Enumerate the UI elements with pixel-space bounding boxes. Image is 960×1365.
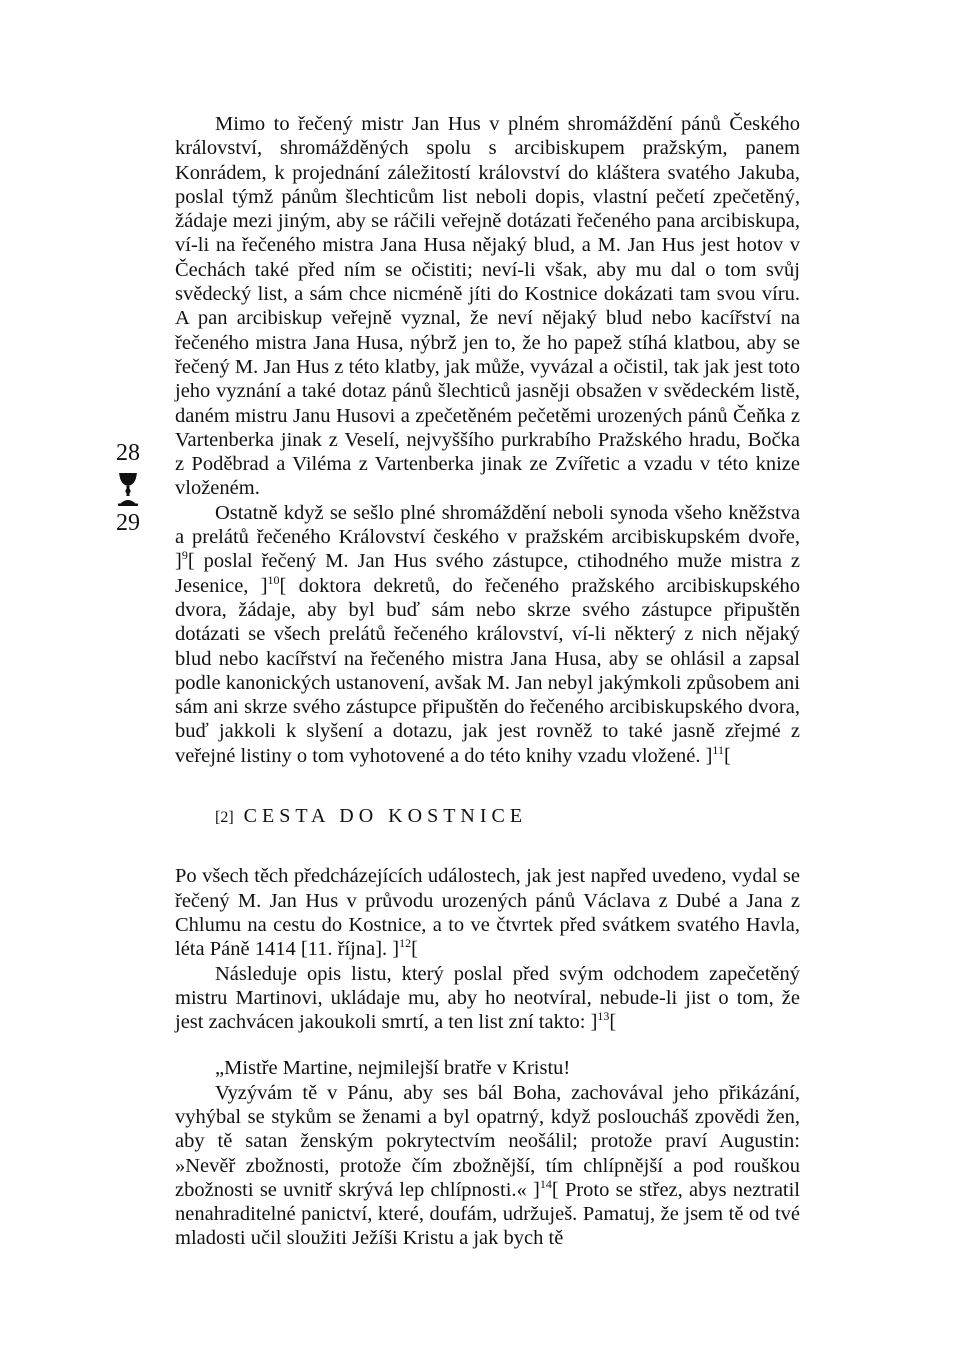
paragraph-3-part-b: [ bbox=[411, 938, 418, 961]
paragraph-2-part-b: [ poslal řečený M. Jan Hus svého zástupce, ctihodného muže mistra z Jesenice, ] bbox=[175, 550, 800, 597]
page-number-top: 28 bbox=[116, 440, 140, 466]
paragraph-4 bbox=[175, 962, 800, 1035]
footnote-ref-10: 10 bbox=[267, 572, 280, 587]
page-marker bbox=[103, 440, 153, 536]
section-number: [2] bbox=[215, 809, 234, 827]
paragraph-6 bbox=[175, 1081, 800, 1251]
paragraph-2-part-c: [ doktora dekretů, do řečeného pražského arcibiskupského dvora, žádaje, aby byl buď sám nebo skrze svého zástupce připuštěn dotázati se všech prelátů řečeného království, ví-li některý z nich nějaký blud nebo kacířství na řečeného mistra Jana Husa, aby se ohlásil a zapsal podle kanonických ustanovení, avšak M. Jan nebyl jakýmkoli způsobem ani sám ani skrze svého zástupce připuštěn do řečeného arcibiskupského dvora, buď jakkoli k slyšení a dotazu, jak jest rovněž to také jasně zřejmé z veřejné listiny o tom vyhotovené a do této knihy vzadu vložené. ] bbox=[175, 574, 801, 767]
chalice-icon bbox=[117, 472, 139, 506]
paragraph-2-part-a: Ostatně když se sešlo plné shromáždění neboli synoda všeho kněžstva a prelátů řečeného Království českého v pražském arcibiskupském dvoře, ] bbox=[175, 501, 800, 573]
paragraph-3 bbox=[175, 864, 800, 961]
footnote-ref-12: 12 bbox=[399, 936, 412, 951]
letter-salutation: „Mistře Martine, nejmilejší bratře v Kristu! bbox=[215, 1057, 571, 1080]
footnote-ref-13: 13 bbox=[597, 1009, 610, 1024]
main-text bbox=[175, 112, 800, 1251]
paragraph-4-part-a: Následuje opis listu, který poslal před svým odchodem zapečetěný mistru Martinovi, ukládaje mu, aby ho neotvíral, nebude-li jist o tom, že jest zachvácen jakoukoli smrtí, a ten list zní takto: ] bbox=[175, 962, 800, 1034]
footnote-ref-9: 9 bbox=[181, 548, 188, 563]
paragraph-2 bbox=[175, 501, 800, 768]
page-number-bottom: 29 bbox=[116, 510, 140, 536]
paragraph-4-part-b: [ bbox=[609, 1011, 617, 1034]
paragraph-1: Mimo to řečený mistr Jan Hus v plném shromáždění pánů Českého království, shromážděných spolu s arcibiskupem pražským, panem Konrádem, k projednání záležitostí království do kláštera svatého Jakuba, poslal týmž pánům šlechticům list neboli dopis, vlastní pečetí zpečetěný, žádaje mezi jiným, aby se ráčili veřejně dotázati řečeného pana arcibiskupa, ví-li na řečeného mistra Jana Husa nějaký blud, a M. Jan Hus jest hotov v Čechách také před ním se očistiti; neví-li však, aby mu dal o tom svůj svědecký list, a sám chce nicméně jíti do Kostnice dokázati tam svou víru. A pan arcibiskup veřejně vyznal, že neví nějaký blud nebo kacířství na řečeného mistra Jana Husa, nýbrž jen to, že ho papež stíhá klatbou, aby se řečený M. Jan Hus z této klatby, jak může, vyvázal a očistil, tak jak jest toto jeho vyznání a také dotaz pánů šlechticů jasněji obsažen v svědeckém listě, daném mistru Janu Husovi a zpečetěném pečetěmi urozených pánů Čeňka z Vartenberka jinak z Veselí, nejvyššího purkrabího Pražského hradu, Bočka z Poděbrad a Viléma z Vartenberka jinak ze Zvířetic a vzadu v této knize vloženém. bbox=[175, 113, 800, 500]
paragraph-3-part-a: Po všech těch předcházejících událostech, jak jest napřed uvedeno, vydal se řečený M. Jan Hus v průvodu urozených pánů Václava z Dubé a Jana z Chlumu na cestu do Kostnice, a to ve čtvrtek před svátkem svatého Havla, léta Páně 1414 [11. října]. ] bbox=[175, 865, 800, 961]
footnote-ref-11: 11 bbox=[712, 742, 724, 757]
footnote-ref-14: 14 bbox=[539, 1177, 552, 1192]
paragraph-6-part-b: [ Proto se střez, abys neztratil nenahraditelné panictví, které, doufám, udržuješ. Pamatuj, že jsem tě od tvé mladosti učil sloužiti Ježíši Kristu a jak bych tě bbox=[175, 1178, 800, 1250]
paragraph-6-part-a: Vyzývám tě v Pánu, aby ses bál Boha, zachovával jeho přikázání, vyhýbal se stykům se ženami a byl opatrný, když posloucháš zpovědi žen, aby tě satan ženským pokrytectvím neošálil; protože praví Augustin: »Nevěř zbožnosti, protože čím zbožnější, tím chlípnější a pod rouškou zbožnosti se uvnitř skrývá lep chlípnosti.« ] bbox=[175, 1081, 800, 1201]
section-heading bbox=[215, 804, 800, 830]
paragraph-2-part-d: [ bbox=[723, 744, 731, 767]
section-title: CESTA DO KOSTNICE bbox=[243, 805, 528, 828]
